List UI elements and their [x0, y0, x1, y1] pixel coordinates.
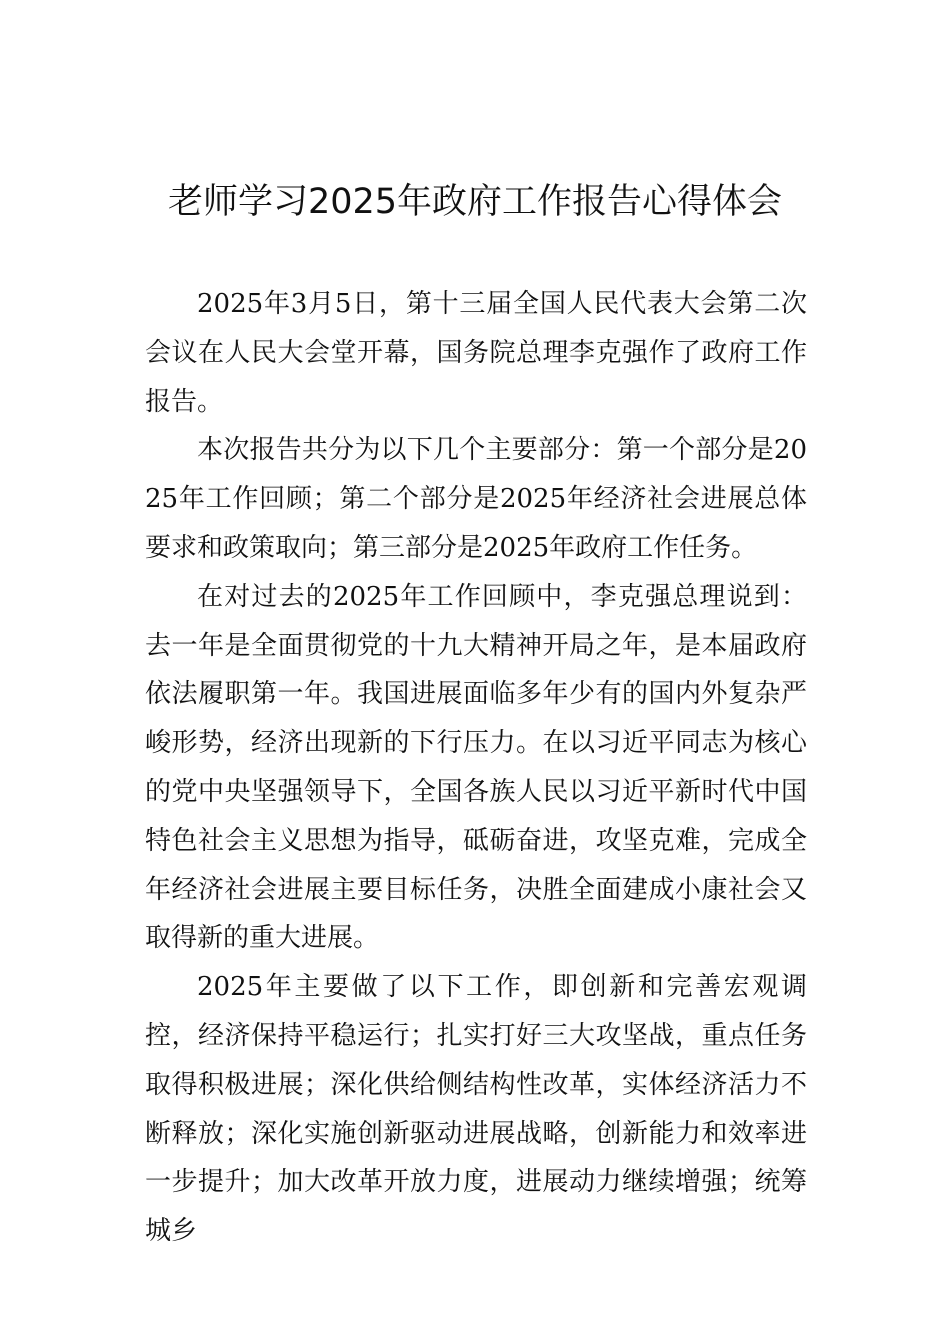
paragraph-main-work: 2025年主要做了以下工作，即创新和完善宏观调控，经济保持平稳运行；扎实打好三大攻坚战，重点任务取得积极进展；深化供给侧结构性改革，实体经济活力不断释放；深化实施创新驱动进展战略，创新能力和效率进一步提升；加大改革开放力度，进展动力继续增强；统筹城乡: [145, 972, 807, 1247]
paragraph-work-review: 在对过去的2025年工作回顾中，李克强总理说到：去一年是全面贯彻党的十九大精神开局之年，是本届政府依法履职第一年。我国进展面临多年少有的国内外复杂严峻形势，经济出现新的下行压力。在以习近平同志为核心的党中央坚强领导下，全国各族人民以习近平新时代中国特色社会主义思想为指导，砥砺奋进，攻坚克难，完成全年经济社会进展主要目标任务，决胜全面建成小康社会又取得新的重大进展。: [145, 581, 807, 954]
document-title: 老师学习2025年政府工作报告心得体会: [167, 182, 783, 222]
document-body: [145, 280, 807, 1256]
paragraph-report-structure: 本次报告共分为以下几个主要部分：第一个部分是2025年工作回顾；第二个部分是2025年经济社会进展总体要求和政策取向；第三部分是2025年政府工作任务。: [145, 435, 807, 563]
paragraph-opening: 2025年3月5日，第十三届全国人民代表大会第二次会议在人民大会堂开幕，国务院总理李克强作了政府工作报告。: [145, 289, 807, 417]
